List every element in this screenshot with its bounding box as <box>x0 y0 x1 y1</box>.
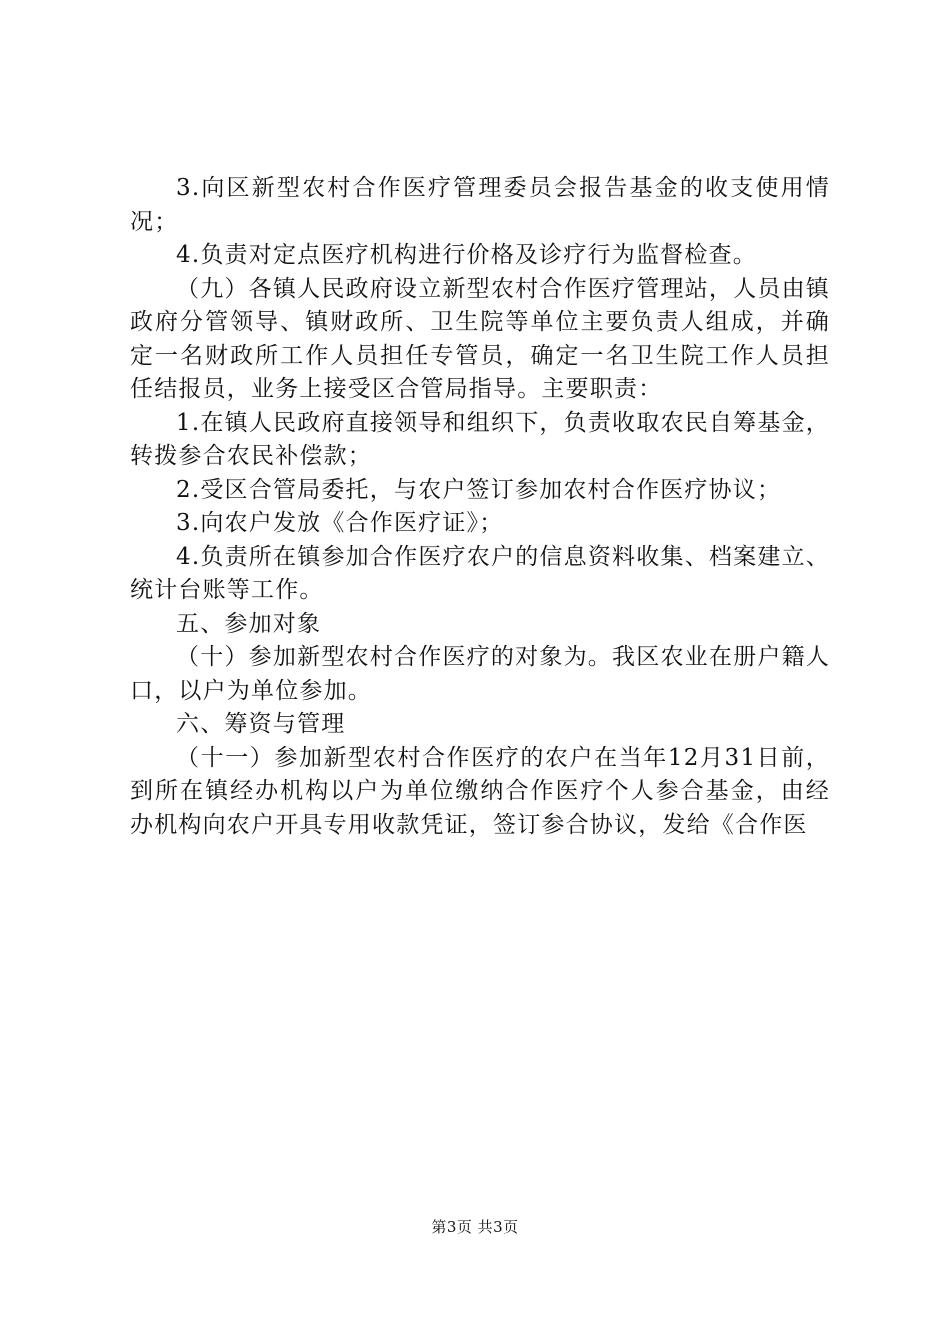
paragraph-1: 3.向区新型农村合作医疗管理委员会报告基金的收支使用情况； <box>130 175 830 235</box>
paragraph-6: 3.向农户发放《合作医疗证》； <box>176 510 504 536</box>
section-heading-5: 五、参加对象 <box>176 610 322 637</box>
page-number-footer: 第3页 共3页 <box>431 1218 519 1236</box>
paragraph-4: 1.在镇人民政府直接领导和组织下，负责收取农民自筹基金，转拨参合农民补偿款； <box>130 409 830 469</box>
paragraph-9: （十）参加新型农村合作医疗的对象为。我区农业在册户籍人口，以户为单位参加。 <box>130 644 830 704</box>
paragraph-11: （十一）参加新型农村合作医疗的农户在当年12月31日前，到所在镇经办机构以户为单位缴纳合作医疗个人参合基金，由经办机构向农户开具专用收款凭证，签订参合协议，发给《合作医 <box>130 744 830 838</box>
paragraph-3: （九）各镇人民政府设立新型农村合作医疗管理站，人员由镇政府分管领导、镇财政所、卫生院等单位主要负责人组成，并确定一名财政所工作人员担任专管员，确定一名卫生院工作人员担任结报员，业务上接受区合管局指导。主要职责： <box>130 275 830 402</box>
document-body <box>130 172 830 842</box>
paragraph-7: 4.负责所在镇参加合作医疗农户的信息资料收集、档案建立、统计台账等工作。 <box>130 543 830 603</box>
section-heading-6: 六、筹资与管理 <box>176 711 346 737</box>
paragraph-2: 4.负责对定点医疗机构进行价格及诊疗行为监督检查。 <box>176 242 757 268</box>
paragraph-5: 2.受区合管局委托，与农户签订参加农村合作医疗协议； <box>176 476 782 503</box>
